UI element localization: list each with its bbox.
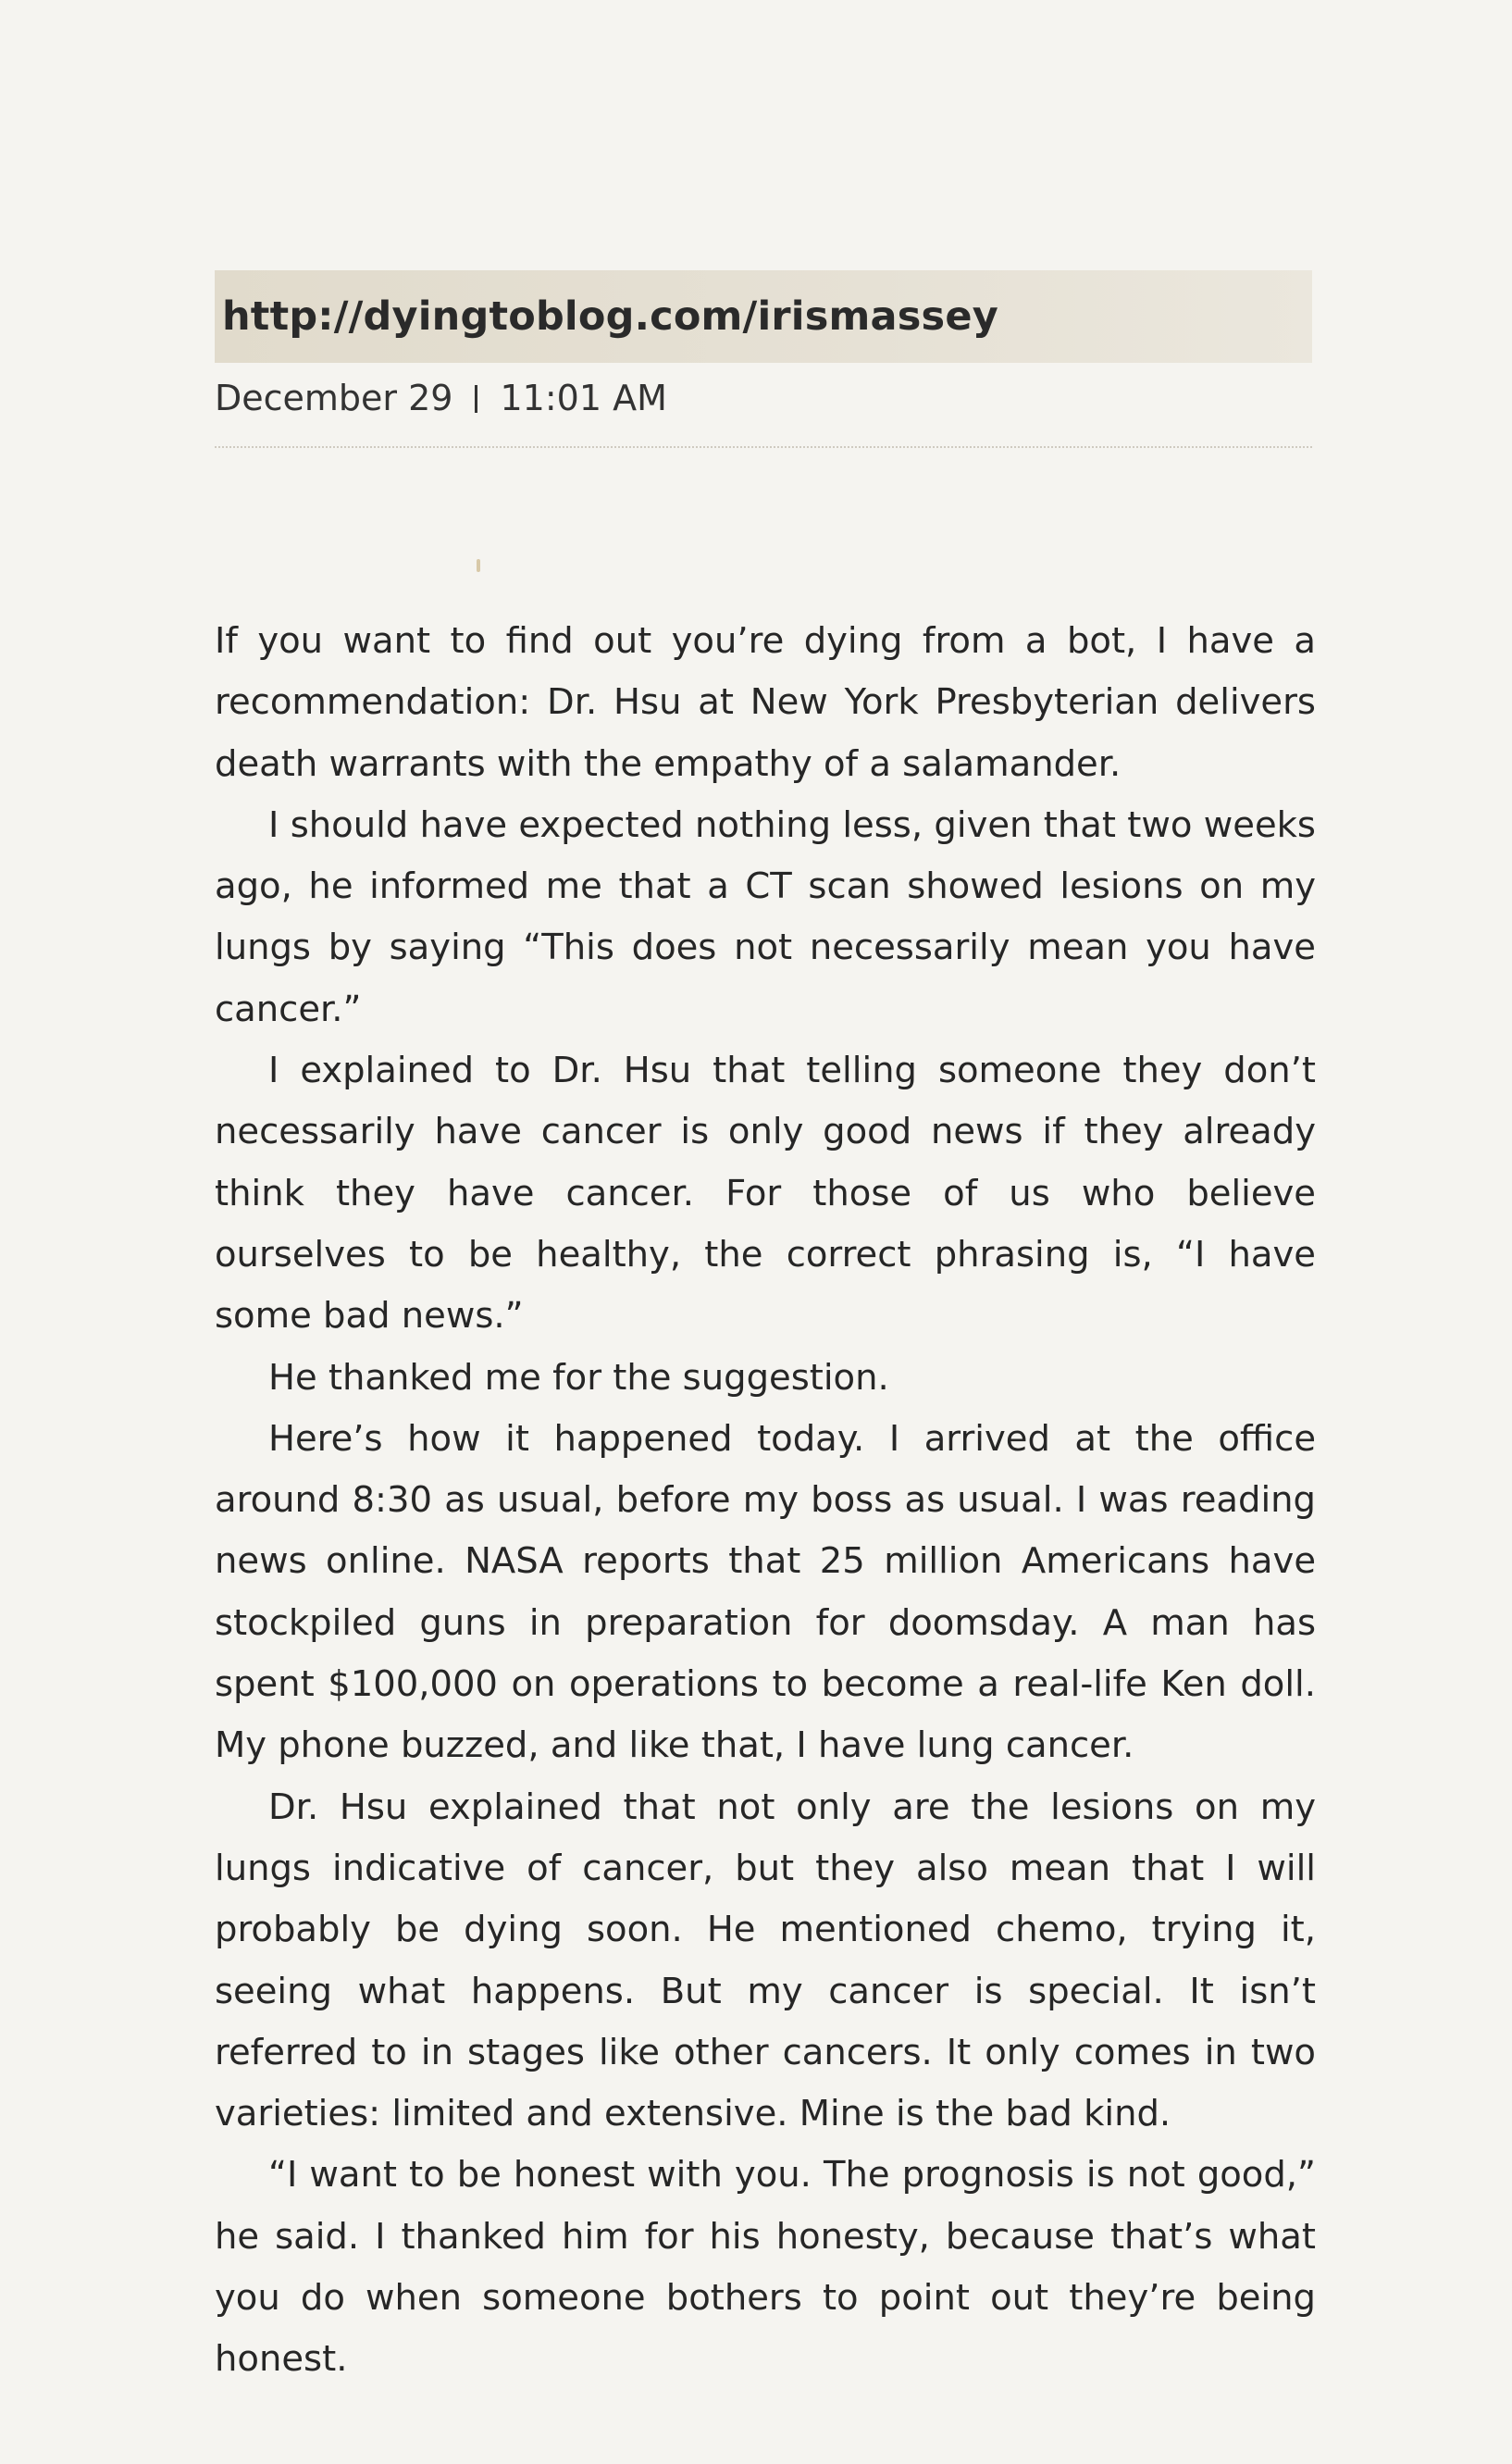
blog-url: http://dyingtoblog.com/irismassey	[222, 293, 998, 340]
dateline-divider	[215, 446, 1312, 448]
paragraph: Here’s how it happened today. I arrived at the office around 8:30 as usual, before my boss as usual. I was reading news online. NASA reports that 25 million Americans have stockpiled guns in preparation for doomsday. A man has spent $100,000 on operations to become a real-life Ken doll. My phone buzzed, and like that, I have lung cancer.	[215, 1417, 1316, 1767]
post-dateline	[215, 378, 667, 418]
paragraph: “I want to be honest with you. The prognosis is not good,” he said. I thanked him for his honesty, because that’s what you do when someone bothers to point out they’re being honest.	[215, 2154, 1316, 2381]
paragraph: I explained to Dr. Hsu that telling someone they don’t necessarily have cancer is only good news if they already think they have cancer. For those of us who believe ourselves to be healthy, the correct phrasing is, “I have some bad news.”	[215, 1050, 1316, 1338]
paragraph: I should have expected nothing less, given that two weeks ago, he informed me that a CT scan showed lesions on my lungs by saying “This does not necessarily mean you have cancer.”	[215, 803, 1316, 1030]
paper-speck	[477, 559, 480, 572]
dateline-separator	[475, 385, 477, 413]
post-date: December 29	[215, 378, 453, 418]
url-banner	[215, 270, 1312, 363]
paragraph: Dr. Hsu explained that not only are the lesions on my lungs indicative of cancer, but they also mean that I will probably be dying soon. He mentioned chemo, trying it, seeing what happens. But my cancer is special. It isn’t referred to in stages like other cancers. It only comes in two varieties: limited and extensive. Mine is the bad kind.	[215, 1786, 1316, 2135]
paragraph: If you want to find out you’re dying from a bot, I have a recommendation: Dr. Hsu at New York Presbyterian delivers death warrants with the empathy of a salamander.	[215, 620, 1316, 785]
paragraph: He thanked me for the suggestion.	[268, 1356, 889, 1399]
post-body	[215, 611, 1316, 2391]
post-time: 11:01 AM	[500, 378, 667, 418]
